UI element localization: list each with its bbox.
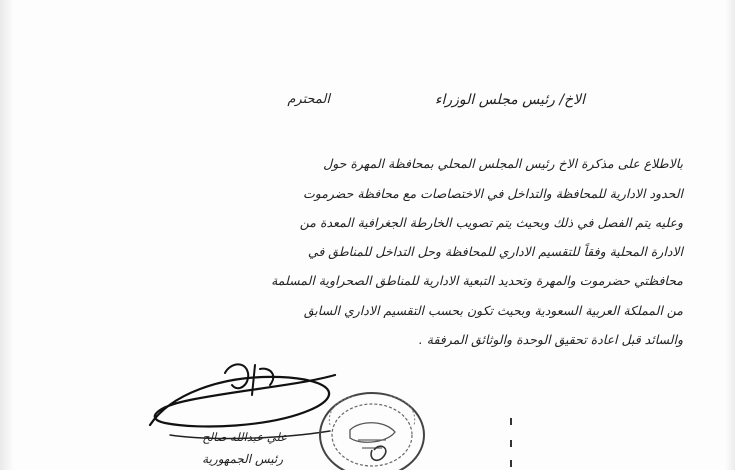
signatory-name: علي عبدالله صالح: [202, 430, 287, 444]
scan-edge-right: [725, 0, 735, 470]
body-line: الادارة المحلية وفقاً للتقسيم الاداري للمحافظة وحل التداخل للمناطق في: [307, 244, 683, 259]
body-line: والسائد قبل اعادة تحقيق الوحدة والوثائق المرفقة .: [418, 332, 683, 347]
body-line: من المملكة العربية السعودية وبحيث تكون بحسب التقسيم الاداري السابق: [303, 303, 683, 318]
scan-edge-left: [0, 0, 14, 470]
margin-mark: [510, 418, 512, 425]
margin-mark: [510, 440, 512, 447]
official-seal-stamp: [300, 380, 440, 470]
margin-mark: [510, 460, 512, 467]
letter-salutation: المحترم: [287, 92, 330, 107]
body-line: محافظتي حضرموت والمهرة وتحديد التبعية الادارية للمناطق الصحراوية المسلمة: [271, 273, 683, 288]
letter-addressee: الاخ/ رئيس مجلس الوزراء: [434, 92, 585, 108]
body-line: وعليه يتم الفصل في ذلك وبحيث يتم تصويب الخارطة الجغرافية المعدة من: [299, 215, 683, 230]
signatory-title: رئيس الجمهورية: [202, 452, 283, 466]
body-line: الحدود الادارية للمحافظة والتداخل في الاختصاصات مع محافظة حضرموت: [302, 186, 683, 201]
body-line: بالاطلاع على مذكرة الاخ رئيس المجلس المحلي بمحافظة المهرة حول: [323, 156, 683, 171]
